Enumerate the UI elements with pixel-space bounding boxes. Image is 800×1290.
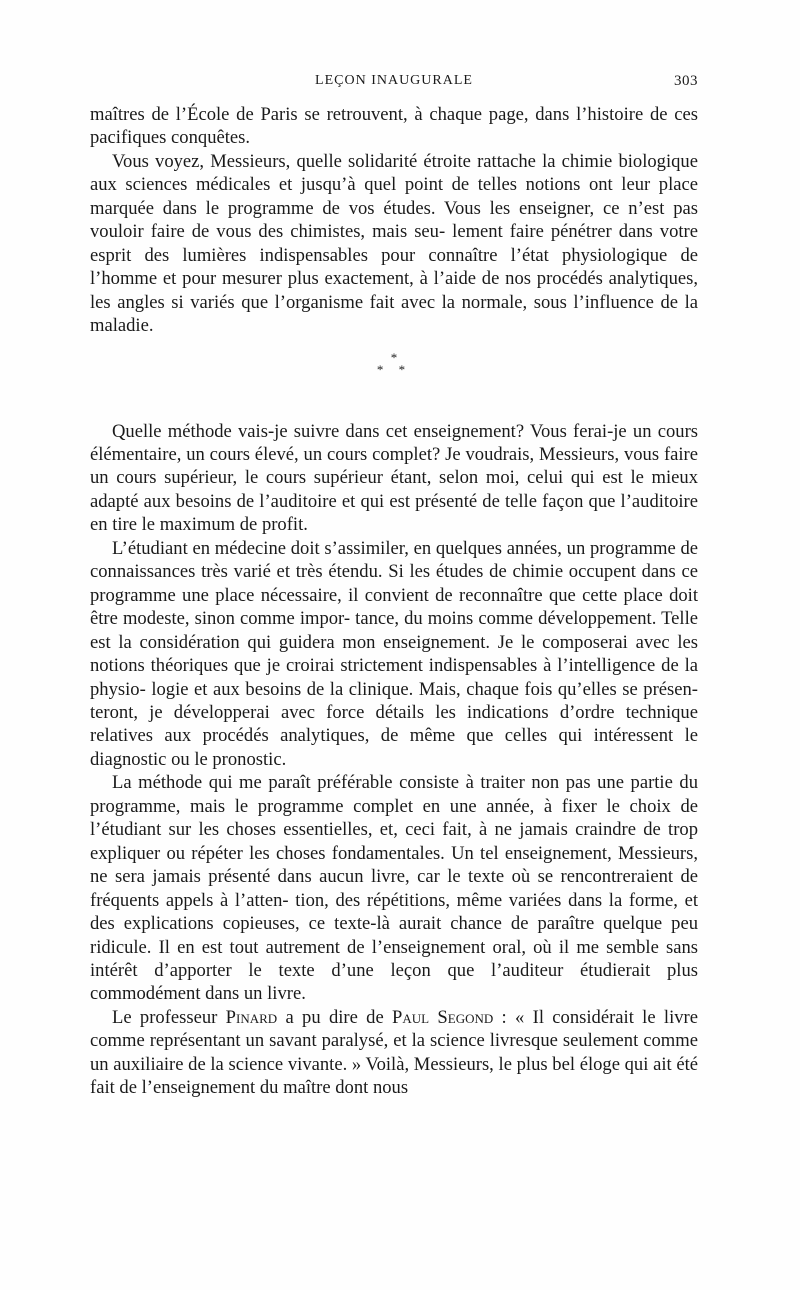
text-line: Quelle méthode vais-je suivre dans cet enseignement? Vous ferai-je [112,420,627,442]
text-line: guidera mon enseignement. Je le composerai avec les notions théoriques [90,631,698,677]
text-line: maîtres de l’École de Paris se retrouvent, à chaque page, dans l’histoire [90,104,644,125]
text-line: Messieurs, vous faire un cours supérieur, le cours supérieur étant, selon [90,443,698,489]
text-line: programme de connaissances très varié et très étendu. Si les études de [90,537,698,583]
text-line: Il en est tout autrement de l’enseignement oral, où il me semble sans [158,936,698,958]
text-line: La méthode qui me paraît préférable consiste à traiter non pas une [112,772,624,794]
text-line: intérêt d’apporter le texte d’une leçon que l’auditeur étudierait plus [90,959,698,981]
text-line: de ces pacifiques conquêtes. [90,104,698,149]
text-line: de reconnaître que cette place doit être modeste, sinon comme impor- [90,584,698,630]
text-line: biologique aux sciences médicales et jusqu’à quel point de telles notions [90,150,698,196]
text-line: livre comme représentant un savant paralysé, et la science livresque [90,1006,698,1052]
text-line: teront, je développerai avec force détails les indications d’ordre technique [90,701,698,723]
text-fragment: Le professeur [112,1006,226,1028]
text-line: jamais craindre de trop expliquer ou répéter les choses fondamentales. [90,819,698,864]
text-line: lement faire pénétrer dans votre esprit des lumières indispensables [90,221,698,266]
person-name-segond: Paul Segond [392,1006,494,1028]
asterism-top: * [390,349,398,365]
text-line: Vous voyez, Messieurs, quelle solidarité étroite rattache la chimie [112,150,613,172]
running-title: LEÇON INAUGURALE [315,73,473,88]
text-line: chimie occupent dans ce programme une place nécessaire, il convient [90,561,698,606]
text-line: L’étudiant en médecine doit s’assimiler, en quelques années, un [112,537,586,559]
asterism [90,349,698,377]
text-line: un cours élémentaire, un cours élevé, un cours complet? Je voudrais, [90,420,698,465]
text-line: le diagnostic ou le pronostic. [90,725,698,770]
text-line: moi, celui qui est le mieux adapté aux besoins de l’auditoire et qui est [90,467,698,512]
paragraph-5 [90,771,698,1006]
text-line: tance, du moins comme développement. Telle est la considération qui [90,608,699,653]
section-break [90,338,698,420]
text-line: seulement comme un auxiliaire de la science vivante. » Voilà, Messieurs, [90,1030,698,1075]
text-line: enseigner, ce n’est pas vouloir faire de vous des chimistes, mais seu- [90,197,698,243]
text-line: logie et aux besoins de la clinique. Mais, chaque fois qu’elles se présen- [151,678,698,700]
text-line: que je croirai strictement indispensables à l’intelligence de la physio- [90,655,699,700]
page-number: 303 [674,73,698,89]
text-fragment: a pu dire de [277,1006,393,1028]
running-head [90,73,698,93]
text-fragment: : « Il considérait le [493,1006,656,1028]
text-line: exactement, à l’aide de nos procédés analytiques, les angles si variés [90,268,698,313]
text-line: fixer le choix de l’étudiant sur les choses essentielles, et, ceci fait, à ne [90,795,698,841]
paragraph-6 [90,1006,698,1100]
text-line: Un tel enseignement, Messieurs, ne sera jamais présenté dans aucun [90,842,698,888]
text-line: livre, car le texte où se rencontreraient de fréquents appels à l’atten- [90,866,698,911]
text-line: le plus bel éloge qui ait été fait de l’enseignement du maître dont nous [90,1053,698,1099]
body-text [90,103,698,1100]
text-line: copieuses, ce texte-là aurait chance de paraître quelque peu ridicule. [90,913,698,958]
person-name-pinard: Pinard [225,1006,278,1028]
paragraph-4 [90,537,698,772]
paragraph-2 [90,150,698,338]
text-line: relatives aux procédés analytiques, de même que celles qui intéressent [90,725,674,747]
paragraph-1 [90,103,698,150]
text-line: ont leur place marquée dans le programme de vos études. Vous les [90,174,698,219]
text-line: tion, des répétitions, même variées dans la forme, et des explications [90,889,698,935]
asterism-bottom: * * [376,361,412,377]
text-line: partie du programme, mais le programme complet en une année, à [90,772,698,817]
text-line: que l’organisme fait avec la normale, sous l’influence de la maladie. [90,291,699,337]
paragraph-3 [90,420,698,537]
text-line: commodément dans un livre. [90,983,306,1005]
text-line: pour connaître l’état physiologique de l’homme et pour mesurer plus [90,244,698,290]
text-line: présenté de telle façon que l’auditoire en tire le maximum de profit. [90,490,698,536]
